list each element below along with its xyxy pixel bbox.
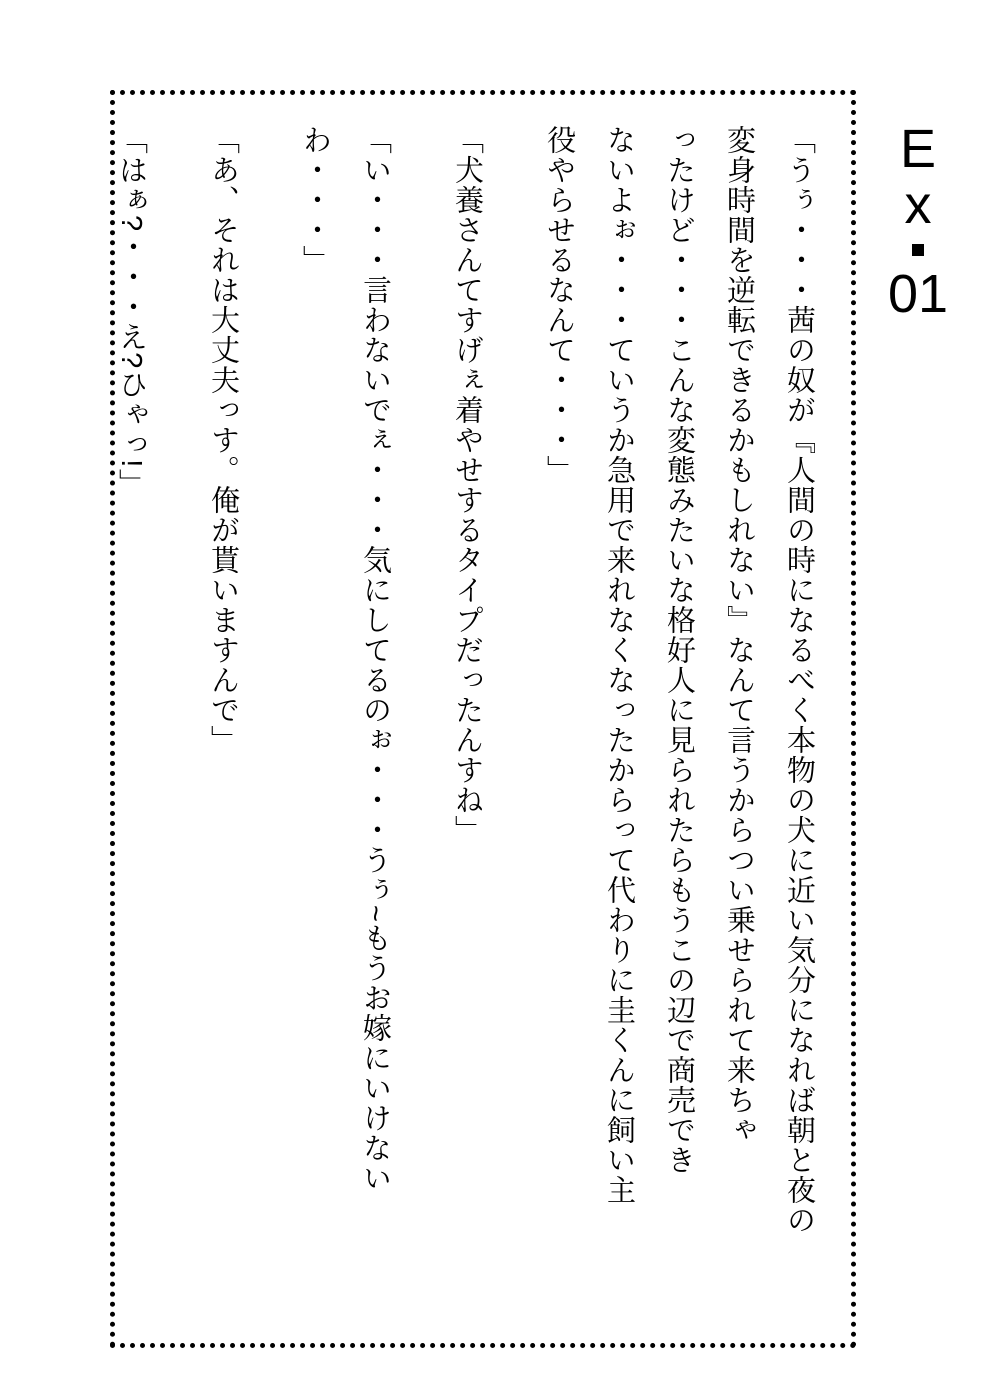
paragraph-4 xyxy=(193,125,253,1323)
text-line: 変身時間を逆転できるかもしれない』なんて言うからつい乗せられて来ちゃ xyxy=(723,125,755,1145)
paragraph-3 xyxy=(285,125,405,1323)
text-line: ったけど・・・こんな変態みたいな格好人に見られたらもうこの辺で商売でき xyxy=(663,125,695,1175)
text-line: ないよぉ・・・ていうか急用で来れなくなったからって代わりに圭くんに飼い主 xyxy=(603,125,635,1205)
text-line: 「い・・・言わないでぇ・・・気にしてるのぉ・・・うぅ~もうお嫁にいけないわ・・・」 xyxy=(299,125,391,1193)
text-line: 「犬養さんてすげぇ着やせするタイプだったんすね」 xyxy=(451,125,483,845)
body-text xyxy=(115,125,829,1323)
paragraph-2 xyxy=(437,125,497,1323)
paragraph-1 xyxy=(529,125,829,1323)
paragraph-5 xyxy=(101,125,161,1323)
text-line: 「はぁ?・・・え?ひゃっ!」 xyxy=(115,125,147,499)
dotted-frame xyxy=(110,90,856,1348)
page-title: E x 01 xyxy=(887,119,949,325)
text-line: 役やらせるなんて・・・」 xyxy=(543,125,575,485)
text-line: 「あ、それは大丈夫っす。俺が貰いますんで」 xyxy=(207,125,239,755)
text-line: 「うぅ・・・茜の奴が『人間の時になるべく本物の犬に近い気分になれば朝と夜の xyxy=(783,125,815,1235)
